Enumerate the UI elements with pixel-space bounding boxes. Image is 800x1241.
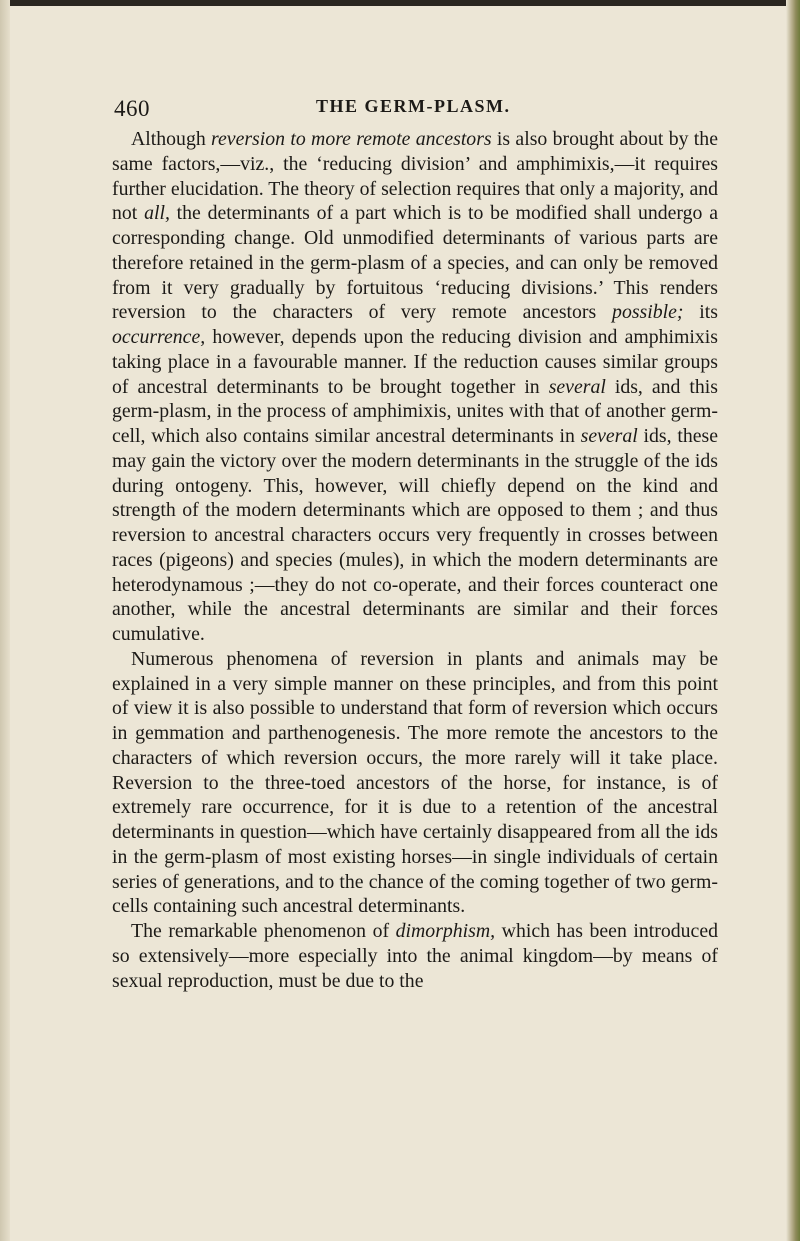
paragraph [112,127,718,647]
text-run: the determinants of a part which is to be modified shall undergo a corresponding change. Old unmodified determinants of various parts are therefore retained in the germ-plasm of a species, and can only be removed from it very gradually by fortuitous ‘reducing divisions.’ This renders reversion to the characters of very remote ancestors [112,202,718,324]
italic-text-run: possible; [612,301,684,324]
running-head [114,96,714,120]
gutter-shadow [0,0,10,1241]
page-edge-binding [786,0,800,1241]
text-run: is also brought about by the same factors,—viz., the ‘reducing division’ and amphimixis,—it requires further elucidation. The theory of selection requires that only a majority, and not [112,128,718,225]
text-run: Although [131,128,212,150]
paragraph [112,647,718,919]
text-run: ids, and this germ-plasm, in the process of amphimixis, unites with that of another germ-cell, which also contains similar ancestral determinants in [112,375,718,447]
italic-text-run: several [580,425,638,447]
body-text [112,127,718,993]
top-edge-shadow [0,0,800,6]
italic-text-run: several [548,375,606,398]
text-run: its [683,301,718,324]
italic-text-run: dimorphism, [395,920,496,942]
text-run: ids, these may gain the victory over the modern determinants in the struggle of the ids during ontogeny. This, however, will chiefly depend on the kind and strength of the modern determinants which are opposed to them ; and thus reversion to ancestral characters occurs very frequently in crosses between races (pigeons) and species (mules), in which the modern determinants are heterodynamous ;—they do not co-operate, and their forces counteract one another, while the ancestral determinants are similar and their forces cumulative. [112,425,718,645]
italic-text-run: occurrence, [112,326,206,348]
page-number: 460 [114,96,150,121]
text-run: however, depends upon the reducing division and amphimixis taking place in a favourable manner. If the reduction causes similar groups of ancestral determinants to be brought together in [112,326,718,398]
text-run: which has been introduced so extensively—more especially into the animal kingdom—by means of sexual reproduction, must be due to the [112,920,718,992]
text-run: The remarkable phenomenon of [131,920,396,942]
italic-text-run: reversion to more remote ancestors [211,128,492,150]
running-title: THE GERM-PLASM. [316,96,511,116]
paragraph [112,919,718,993]
text-run: Numerous phenomena of reversion in plants and animals may be explained in a very simple manner on these principles, and from this point of view it is also possible to understand that form of reversion which occurs in gemmation and parthenogenesis. The more remote the ancestors to the characters of which reversion occurs, the more rarely will it take place. Reversion to the three-toed ancestors of the horse, for instance, is of extremely rare occurrence, for it is due to a retention of the ancestral determinants in question—which have certainly disappeared from all the ids in the germ-plasm of most existing horses—in single individuals of certain series of generations, and to the chance of the coming together of two germ-cells containing such ancestral determinants. [112,647,718,918]
italic-text-run: all, [144,202,170,225]
